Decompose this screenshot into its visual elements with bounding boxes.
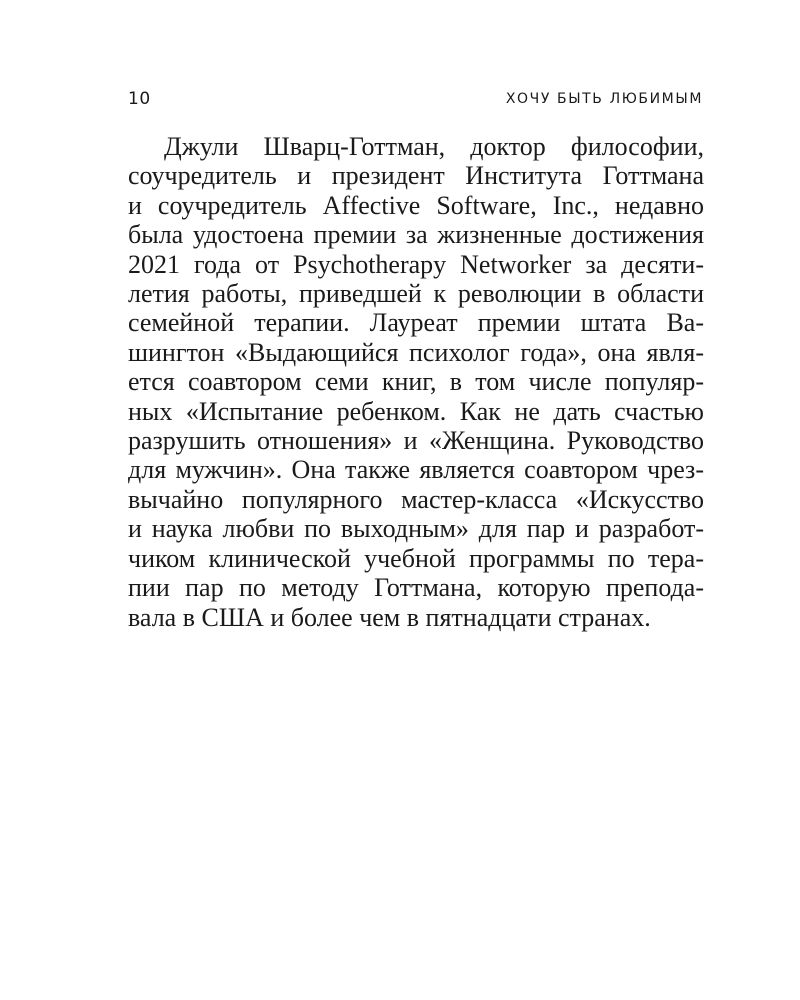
text-line: и наука любви по выходным» для пар и разработ- bbox=[128, 514, 704, 544]
text-line: соучредитель и президент Института Готтмана bbox=[128, 161, 704, 191]
page-number: 10 bbox=[128, 89, 151, 109]
text-line: разрушить отношения» и «Женщина. Руководство bbox=[128, 426, 704, 456]
text-line: семейной терапии. Лауреат премии штата Ва- bbox=[128, 308, 704, 338]
text-line: чиком клинической учебной программы по тера- bbox=[128, 543, 704, 573]
text-line: ных «Испытание ребенком. Как не дать счастью bbox=[128, 396, 704, 426]
text-line: вычайно популярного мастер-класса «Искусство bbox=[128, 484, 704, 514]
body-paragraph bbox=[128, 132, 704, 632]
text-line: вала в США и более чем в пятнадцати странах. bbox=[128, 602, 651, 632]
text-line: летия работы, приведшей к революции в области bbox=[128, 279, 704, 309]
text-line: пии пар по методу Готтмана, которую препода- bbox=[128, 573, 704, 603]
text-line: 2021 года от Psychotherapy Networker за десяти- bbox=[128, 249, 704, 279]
running-header-title: ХОЧУ БЫТЬ ЛЮБИМЫМ bbox=[505, 91, 703, 107]
text-line: была удостоена премии за жизненные достижения bbox=[128, 220, 704, 250]
text-line: для мужчин». Она также является соавтором чрез- bbox=[128, 455, 704, 485]
text-line: Джули Шварц-Готтман, доктор философии, bbox=[164, 132, 704, 161]
text-line: шингтон «Выдающийся психолог года», она явля- bbox=[128, 337, 704, 367]
text-line: и соучредитель Affective Software, Inc., недавно bbox=[128, 190, 704, 220]
text-line: ется соавтором семи книг, в том числе популяр- bbox=[128, 367, 704, 397]
